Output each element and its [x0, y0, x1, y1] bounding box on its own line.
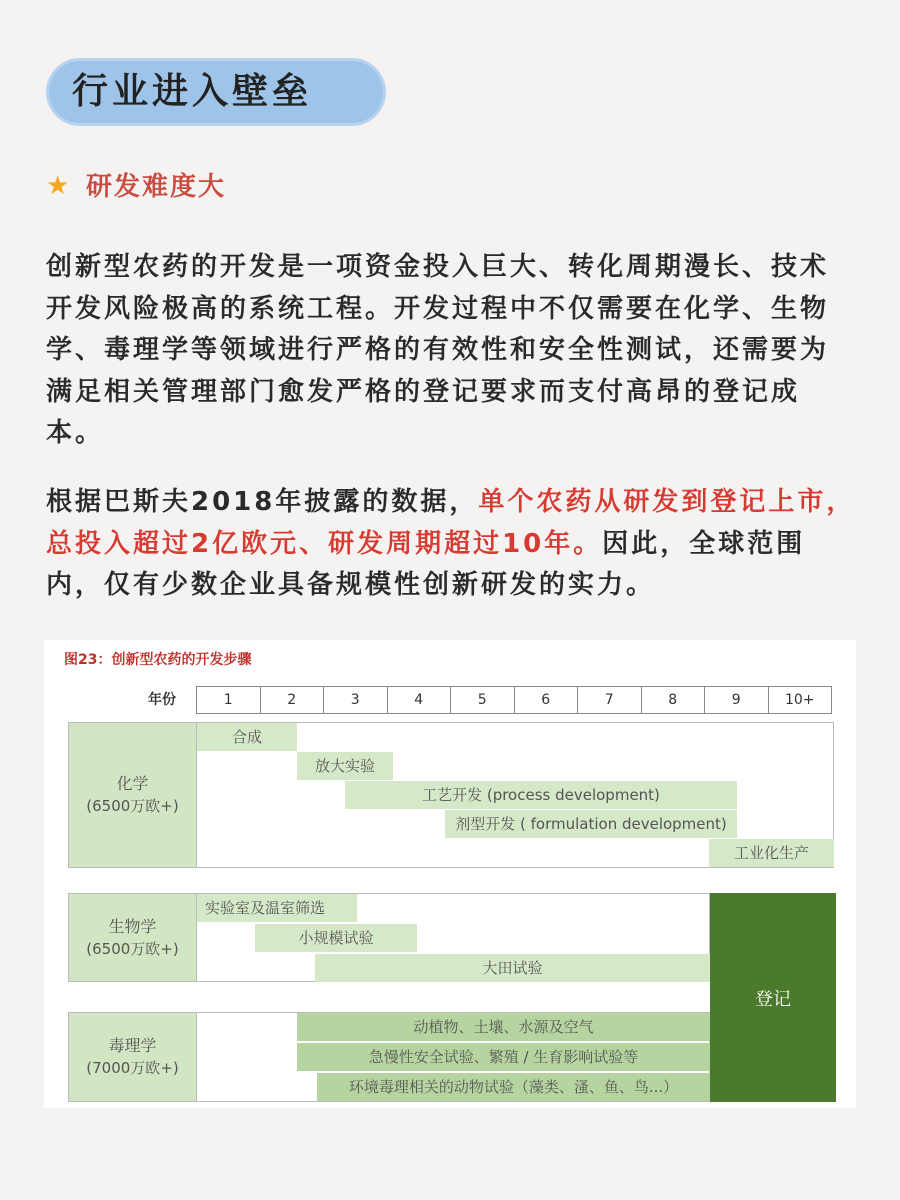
- year-header-row: [196, 686, 832, 714]
- bar-safety-reproduction-tests: 急慢性安全试验、繁殖 / 生育影响试验等: [297, 1043, 710, 1071]
- bar-scale-up: 放大实验: [297, 752, 393, 780]
- paragraph-2-lead: 根据巴斯夫2018年披露的数据，: [46, 487, 479, 517]
- chemistry-label: [69, 723, 197, 867]
- section-subtitle: 研发难度大: [86, 172, 227, 202]
- year-label: 年份: [148, 692, 176, 708]
- year-cell: 9: [705, 687, 769, 713]
- registration-box: 登记: [710, 893, 836, 1102]
- chemistry-name: 化学: [116, 774, 149, 793]
- toxicology-name: 毒理学: [108, 1036, 157, 1055]
- bar-field-trial: 大田试验: [315, 954, 710, 982]
- year-cell: 7: [578, 687, 642, 713]
- toxicology-label: [69, 1013, 197, 1101]
- year-cell: 4: [388, 687, 452, 713]
- year-cell: 3: [324, 687, 388, 713]
- biology-cost: (6500万欧+): [86, 939, 179, 958]
- bar-environment-tests: 动植物、土壤、水源及空气: [297, 1013, 710, 1041]
- paragraph-2-highlight: 单个农药从研发到登记上市，总投入超过2亿欧元、研发周期超过10年。: [46, 487, 856, 559]
- paragraph-1: 创新型农药的开发是一项资金投入巨大、转化周期漫长、技术开发风险极高的系统工程。开发过程中不仅需要在化学、生物学、毒理学等领域进行严格的有效性和安全性测试，还需要为满足相关管理部门愈发严格的登记要求而支付高昂的登记成本。: [46, 252, 830, 448]
- year-cell: 10+: [784, 692, 815, 708]
- figure-title: 图23：创新型农药的开发步骤: [64, 652, 252, 668]
- chemistry-block: [68, 722, 834, 868]
- bar-industrial-production: 工业化生产: [709, 839, 834, 867]
- toxicology-cost: (7000万欧+): [86, 1059, 179, 1077]
- paragraph-2: [46, 482, 856, 607]
- biology-name: 生物学: [108, 916, 157, 936]
- year-cell: 1: [197, 687, 261, 713]
- toxicology-block: [68, 1012, 710, 1102]
- bar-lab-greenhouse-screening: 实验室及温室筛选: [197, 894, 357, 922]
- star-icon: ★: [46, 171, 70, 201]
- paragraph-2-tail: 因此，全球范围内，仅有少数企业具备规模性创新研发的实力。: [46, 528, 806, 600]
- development-steps-figure: [44, 640, 856, 1108]
- bar-formulation-development: 剂型开发 ( formulation development): [445, 810, 737, 838]
- bar-process-development: 工艺开发 (process development): [345, 781, 737, 809]
- biology-block: [68, 893, 710, 982]
- bar-synthesis: 合成: [197, 723, 297, 751]
- bar-eco-toxicology-animal-tests: 环境毒理相关的动物试验（藻类、溞、鱼、鸟...）: [317, 1073, 710, 1101]
- year-cell: 2: [261, 687, 325, 713]
- biology-label: [69, 894, 197, 981]
- year-cell: 6: [515, 687, 579, 713]
- year-cell: 8: [642, 687, 706, 713]
- page-title: 行业进入壁垒: [72, 71, 313, 112]
- bar-small-scale-trial: 小规模试验: [255, 924, 417, 952]
- year-cell: 5: [451, 687, 515, 713]
- chemistry-cost: (6500万欧+): [86, 797, 179, 815]
